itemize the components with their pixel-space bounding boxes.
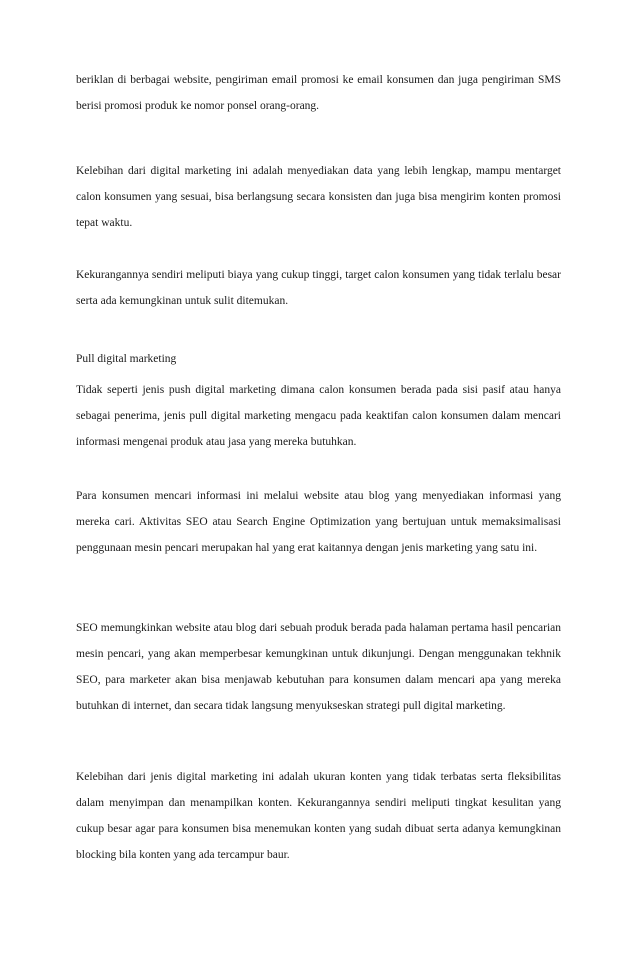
paragraph-pull-definition: Tidak seperti jenis push digital marketing dimana calon konsumen berada pada sisi pasif atau hanya sebagai penerima, jenis pull digital marketing mengacu pada keaktifan calon konsumen dalam mencari informasi mengenai produk atau jasa yang mereka butuhkan.: [76, 384, 561, 448]
paragraph-push-advantages: Kelebihan dari digital marketing ini adalah menyediakan data yang lebih lengkap, mampu mentarget calon konsumen yang sesuai, bisa berlangsung secara konsisten dan juga bisa mengirim konten promosi tepat waktu.: [76, 165, 561, 229]
section-heading-pull-digital-marketing: Pull digital marketing: [76, 353, 177, 365]
paragraph-push-channels: beriklan di berbagai website, pengiriman email promosi ke email konsumen dan juga pengiriman SMS berisi promosi produk ke nomor ponsel orang-orang.: [76, 74, 561, 112]
paragraph-push-disadvantages: Kekurangannya sendiri meliputi biaya yang cukup tinggi, target calon konsumen yang tidak terlalu besar serta ada kemungkinan untuk sulit ditemukan.: [76, 269, 561, 307]
paragraph-seo-benefits: SEO memungkinkan website atau blog dari sebuah produk berada pada halaman pertama hasil pencarian mesin pencari, yang akan memperbesar kemungkinan untuk dikunjungi. Dengan menggunakan tekhnik SEO, para marketer akan bisa menjawab kebutuhan para konsumen dalam mencari apa yang mereka butuhkan di internet, dan secara tidak langsung menyukseskan strategi pull digital marketing.: [76, 622, 561, 712]
paragraph-pull-seo: Para konsumen mencari informasi ini melalui website atau blog yang menyediakan informasi yang mereka cari. Aktivitas SEO atau Search Engine Optimization yang bertujuan untuk memaksimalisasi penggunaan mesin pencari merupakan hal yang erat kaitannya dengan jenis marketing yang satu ini.: [76, 490, 561, 554]
paragraph-pull-pros-cons: Kelebihan dari jenis digital marketing ini adalah ukuran konten yang tidak terbatas serta fleksibilitas dalam menyimpan dan menampilkan konten. Kekurangannya sendiri meliputi tingkat kesulitan yang cukup besar agar para konsumen bisa menemukan konten yang sudah dibuat serta adanya kemungkinan blocking bila konten yang ada tercampur baur.: [76, 771, 561, 861]
